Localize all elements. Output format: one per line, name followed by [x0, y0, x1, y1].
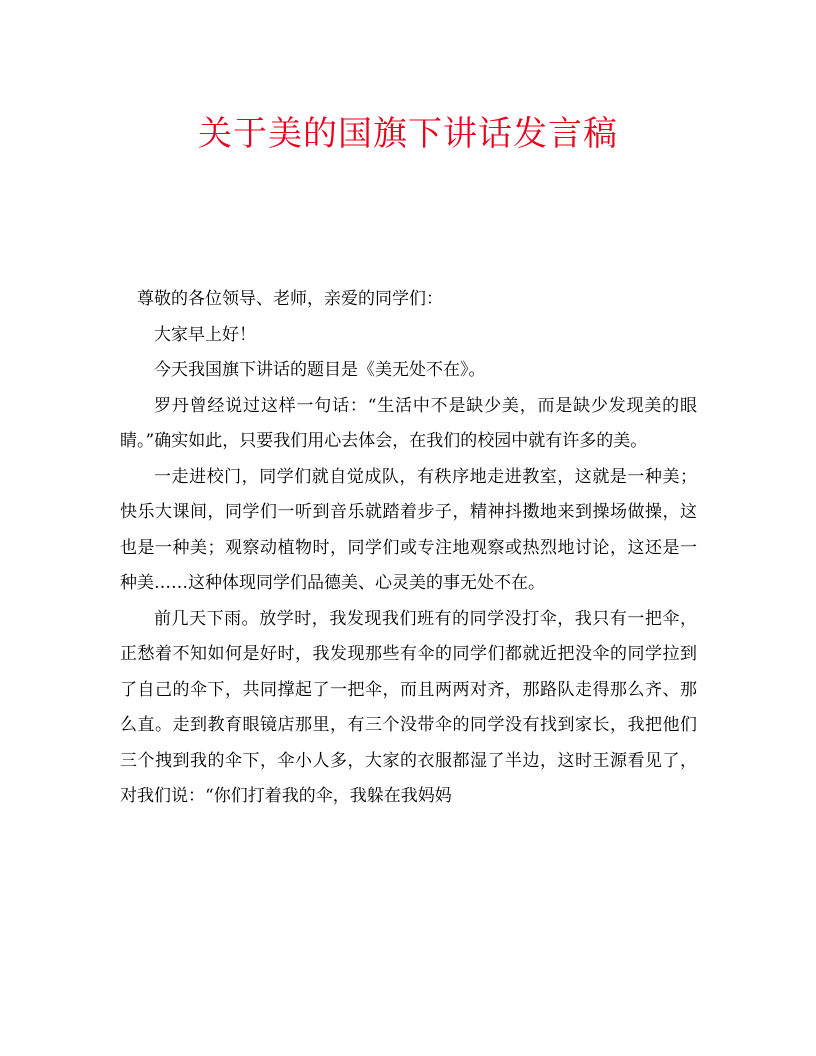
paragraph-rain-story: 前几天下雨。放学时，我发现我们班有的同学没打伞，我只有一把伞，正愁着不知如何是好时，我发现那些有伞的同学们都就近把没伞的同学拉到了自己的伞下，共同撑起了一把伞，而且两两对齐，那路队走得那么齐、那么直。走到教育眼镜店那里，有三个没带伞的同学没有找到家长，我把他们三个拽到我的伞下，伞小人多，大家的衣服都湿了半边，这时王源看见了，对我们说：“你们打着我的伞，我躲在我妈妈 — [120, 608, 697, 806]
paragraph-greeting: 大家早上好！ — [154, 324, 256, 345]
paragraph-salutation: 尊敬的各位领导、老师，亲爱的同学们： — [137, 289, 443, 309]
document-body — [120, 282, 697, 815]
document-title: 关于美的国旗下讲话发言稿 — [198, 114, 618, 154]
paragraph-topic: 今天我国旗下讲话的题目是《美无处不在》。 — [154, 360, 486, 380]
paragraph-quote: 罗丹曾经说过这样一句话：“生活中不是缺少美，而是缺少发现美的眼睛。”确实如此，只要我们用心去体会，在我们的校园中就有许多的美。 — [120, 395, 697, 451]
paragraph-campus-beauty: 一走进校门，同学们就自觉成队，有秩序地走进教室，这就是一种美；快乐大课间，同学们一听到音乐就踏着步子，精神抖擞地来到操场做操，这也是一种美；观察动植物时，同学们或专注地观察或热烈地讨论，这还是一种美……这种体现同学们品德美、心灵美的事无处不在。 — [120, 466, 697, 593]
